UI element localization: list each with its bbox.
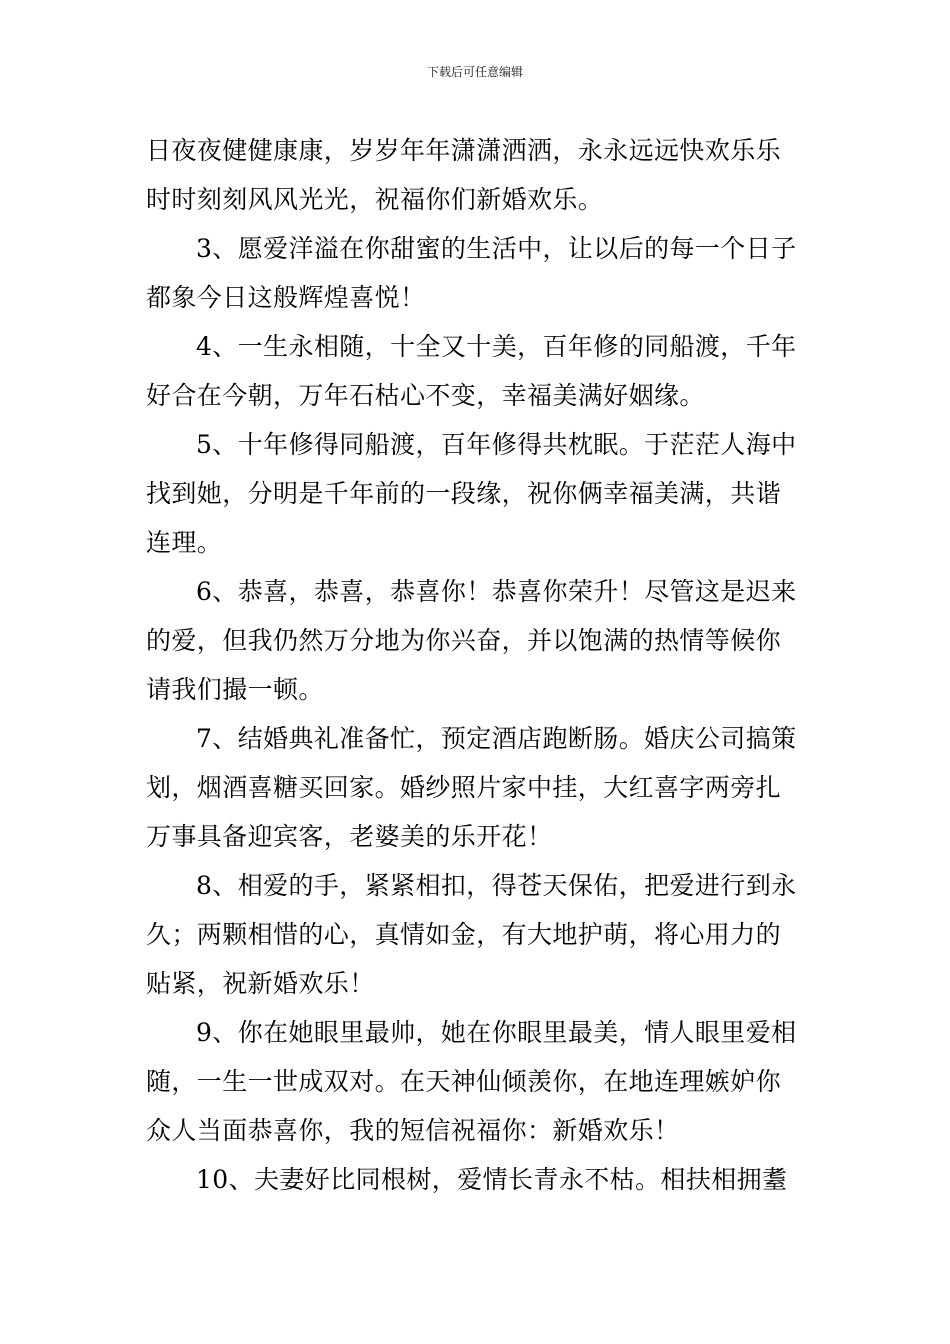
paragraph-continuation [146,126,808,224]
text-line: 时时刻刻风风光光，祝福你们新婚欢乐。 [146,185,604,214]
document-body [146,126,808,1204]
paragraph-item-5 [146,420,808,567]
text-line: 9、你在她眼里最帅，她在你眼里最美，情人眼里爱相 [196,1018,797,1047]
text-line: 划，烟酒喜糖买回家。婚纱照片家中挂，大红喜字两旁扎 [146,773,782,802]
paragraph-item-3 [146,224,808,322]
paragraph-item-10 [146,1155,808,1204]
text-line: 众人当面恭喜你，我的短信祝福你：新婚欢乐！ [146,1116,680,1145]
text-line: 都象今日这般辉煌喜悦！ [146,283,426,312]
paragraph-item-6 [146,567,808,714]
paragraph-item-4 [146,322,808,420]
text-line: 10、夫妻好比同根树，爱情长青永不枯。相扶相拥耋 [196,1165,788,1194]
text-line: 随，一生一世成双对。在天神仙倾羡你，在地连理嫉妒你 [146,1067,782,1096]
paragraph-item-9 [146,1008,808,1155]
text-line: 万事具备迎宾客，老婆美的乐开花！ [146,822,553,851]
text-line: 4、一生永相随，十全又十美，百年修的同船渡，千年 [196,332,797,361]
text-line: 贴紧，祝新婚欢乐！ [146,969,375,998]
text-line: 5、十年修得同船渡，百年修得共枕眠。于茫茫人海中 [196,430,797,459]
paragraph-item-7 [146,714,808,861]
text-line: 找到她，分明是千年前的一段缘，祝你俩幸福美满，共谐 [146,479,782,508]
text-line: 8、相爱的手，紧紧相扣，得苍天保佑，把爱进行到永 [196,871,797,900]
text-line: 7、结婚典礼准备忙，预定酒店跑断肠。婚庆公司搞策 [196,724,797,753]
page-header-note: 下载后可任意编辑 [426,65,523,79]
text-line: 好合在今朝，万年石枯心不变，幸福美满好姻缘。 [146,381,705,410]
text-line: 的爱，但我仍然万分地为你兴奋，并以饱满的热情等候你 [146,626,782,655]
text-line: 3、愿爱洋溢在你甜蜜的生活中，让以后的每一个日子 [196,234,797,263]
paragraph-item-8 [146,861,808,1008]
text-line: 6、恭喜，恭喜，恭喜你！恭喜你荣升！尽管这是迟来 [196,577,797,606]
text-line: 连理。 [146,528,223,557]
text-line: 久；两颗相惜的心，真情如金，有大地护萌，将心用力的 [146,920,782,949]
text-line: 日夜夜健健康康，岁岁年年潇潇洒洒，永永远远快欢乐乐 [146,136,782,165]
text-line: 请我们撮一顿。 [146,675,324,704]
